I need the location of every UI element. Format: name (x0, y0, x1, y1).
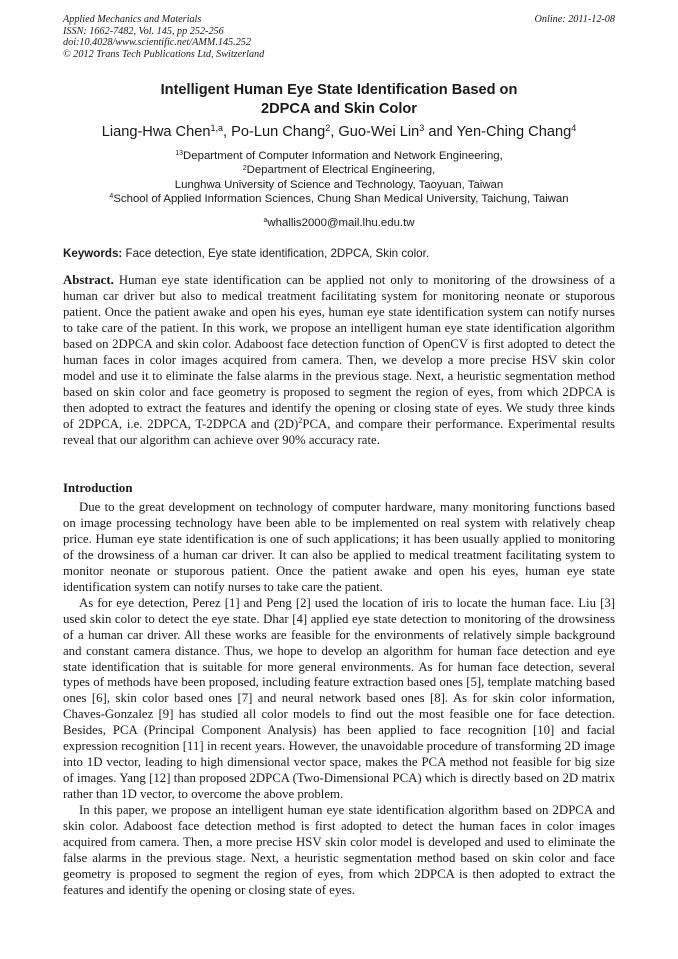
issn-line: ISSN: 1662-7482, Vol. 145, pp 252-256 (63, 25, 224, 37)
abstract-sup: 2 (298, 416, 303, 426)
paper-title (63, 81, 615, 118)
author-list (40, 123, 638, 141)
affiliations (40, 149, 638, 206)
journal-name: Applied Mechanics and Materials (63, 14, 202, 25)
email-sup: a (263, 217, 268, 225)
affiliation-sup: 4 (109, 193, 114, 201)
online-date: Online: 2011-12-08 (534, 14, 615, 25)
affiliation-text: Department of Electrical Engineering, (246, 164, 436, 177)
author-sup: 2 (325, 123, 331, 134)
abstract-label: Abstract. (63, 273, 114, 287)
author-sup: 3 (419, 123, 425, 134)
author-separator: and (424, 124, 457, 140)
affiliation-2 (40, 163, 638, 177)
paragraph: In this paper, we propose an intelligent human eye state identification algorithm based on 2DPCA and skin color. Adaboost face detection method is first adopted to detect the human faces in color images acquired from camera. Then, a more precise HSV skin color model is developed and used to eliminate the false alarms in the previous stage. Next, a heuristic segmentation method based on skin color and face geometry is proposed to segment the region of eyes, from which 2DPCA is then adopted to extract the features and identify the opening or closing state of eyes. (63, 803, 615, 897)
contact-email (40, 216, 638, 230)
author-separator: , (330, 124, 339, 140)
affiliation-text: School of Applied Information Sciences, Chung Shan Medical University, Taichung, Taiwan (113, 192, 569, 205)
affiliation-4 (40, 192, 638, 206)
journal-header (63, 14, 615, 60)
keywords-text: Face detection, Eye state identification, 2DPCA, Skin color. (125, 247, 430, 260)
paragraph: As for eye detection, Perez [1] and Peng [2] used the location of iris to locate the human face. Liu [3] used skin color to detect the eye state. Dhar [4] applied eye state detection to monitoring of the drowsiness of a human car driver. All these works are feasible for the environments of relatively simple background and constant camera distance. Thus, we hope to develop an algorithm for human face detection and eye state identification that is suitable for more general environments. As for human face detection, several types of methods have been proposed, including feature extraction based ones [5], template matching based ones [6], skin color based ones [7] and neural network based ones [8]. As for skin color information, Chaves-Gonzalez [9] has studied all color models to find out the most feasible one for face detection. Besides, PCA (Principal Component Analysis) has been applied to face recognition [10] and facial expression recognition [11] in recent years. However, the unavoidable procedure of transforming 2D image into 1D vector, leading to high dimensional vector space, makes the PCA method not feasible for big size of images. Yang [12] than proposed 2DPCA (Two-Dimensional PCA) which is directly based on 2D matrix rather than 1D vector, to overcome the above problem. (63, 595, 615, 802)
author-name: Guo-Wei Lin (338, 124, 420, 140)
email-address: whallis2000@mail.lhu.edu.tw (267, 217, 415, 229)
author-name: Yen-Ching Chang (456, 124, 572, 140)
author-separator: , (223, 124, 232, 140)
affiliation-sup: 2 (242, 164, 247, 172)
section-heading-introduction: Introduction (63, 481, 133, 495)
affiliation-1 (40, 149, 638, 163)
keywords-label: Keywords: (63, 247, 123, 260)
introduction-body (63, 500, 615, 899)
keywords (63, 247, 615, 261)
title-line-2: 2DPCA and Skin Color (261, 100, 417, 117)
abstract-text: Human eye state identification can be applied not only to monitoring of the drowsiness of a human car driver but also to medical treatment facilitating system for monitoring neonate or stuporous patient. Once the patient awake and open his eyes, human eye state identification system can notify nurses to take care of the patient. In this work, we propose an intelligent human eye state identification algorithm based on 2DPCA and skin color. Adaboost face detection function of OpenCV is first adopted to detect the human faces in color images acquired from camera. Then, we develop a more precise HSV skin color model and use it to eliminate the false alarms in the previous stage. Next, a heuristic segmentation method based on skin color and face geometry is proposed to segment the region of eyes, from which 2DPCA is then adopted to extract the features and identify the opening or closing state of eyes. We study three kinds of 2DPCA, i.e. 2DPCA, T-2DPCA and (2D) (63, 273, 615, 431)
title-line-1: Intelligent Human Eye State Identification Based on (160, 82, 518, 98)
author-name: Liang-Hwa Chen (101, 124, 211, 140)
affiliation-sup: 13 (175, 150, 184, 158)
affiliation-3: Lunghwa University of Science and Technology, Taoyuan, Taiwan (174, 178, 504, 191)
copyright-line: © 2012 Trans Tech Publications Ltd, Switzerland (63, 48, 265, 60)
author-name: Po-Lun Chang (231, 124, 326, 140)
author-sup: 4 (571, 123, 577, 134)
abstract-text-cont: PCA, and compare their performance. Experimental results reveal that our algorithm can achieve over 90% accuracy rate. (63, 416, 615, 447)
affiliation-text: Department of Computer Information and Network Engineering, (183, 150, 503, 162)
paragraph: Due to the great development on technology of computer hardware, many monitoring functions based on image processing technology have been able to be implemented on real system with relatively cheap price. Human eye state identification is one of such applications; it has been usually applied to monitoring of the drowsiness of a human car driver. It can also be applied to medical treatment facilitating system to monitor neonate or stuporous patient. Once the patient awake and open his eyes, human eye state identification system can notify nurses to take care the patient. (63, 500, 615, 594)
author-sup: 1,a (210, 123, 224, 134)
abstract (63, 273, 615, 448)
doi-line: doi:10.4028/www.scientific.net/AMM.145.252 (63, 37, 251, 49)
